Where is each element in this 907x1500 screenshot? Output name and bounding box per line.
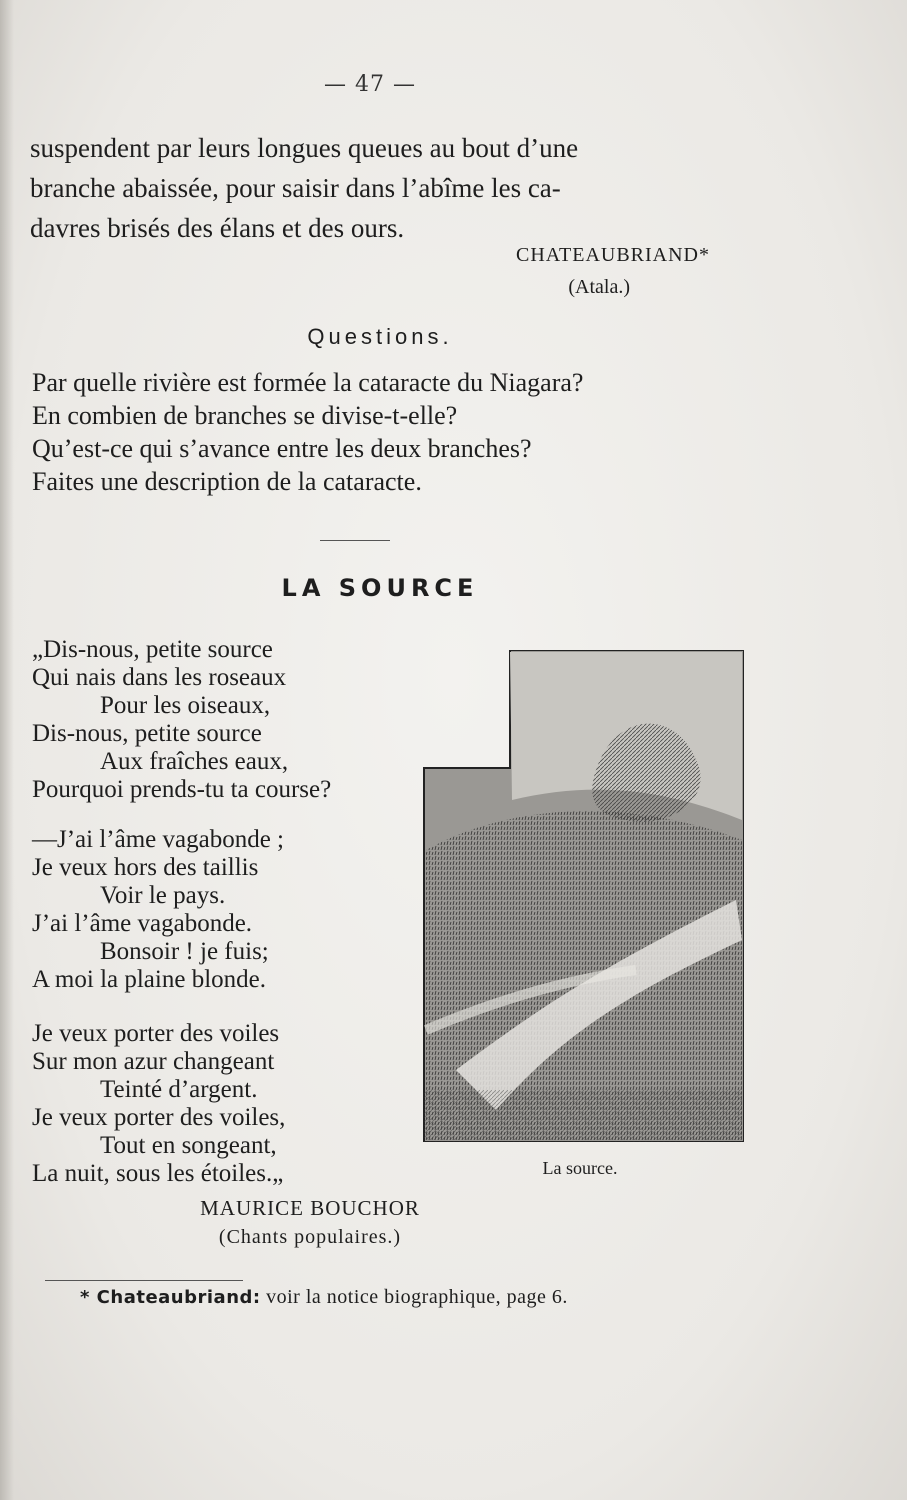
prose-passage — [30, 128, 730, 248]
poem-stanza-1 — [32, 636, 331, 804]
poem-line: Tout en songeant, — [100, 1132, 277, 1159]
poem-line: —J’ai l’âme vagabonde ; — [32, 826, 284, 853]
poem-line: Je veux hors des taillis — [32, 854, 259, 881]
poem-line: Voir le pays. — [100, 882, 226, 909]
poem-line: Je veux porter des voiles, — [32, 1104, 286, 1131]
footnote-text: voir la notice biographique, page 6. — [260, 1286, 568, 1308]
poem-line: Pourquoi prends-tu ta course? — [32, 776, 332, 803]
prose-line: davres brisés des élans et des ours. — [30, 213, 405, 243]
prose-line: branche abaissée, pour saisir dans l’abîme les ca- — [30, 173, 561, 203]
poem-stanza-2 — [32, 826, 284, 994]
question-item: Par quelle rivière est formée la cataracte du Niagara? — [32, 368, 584, 397]
question-item: En combien de branches se divise-t-elle? — [32, 401, 458, 430]
section-divider — [320, 540, 390, 541]
poem-line: Dis-nous, petite source — [32, 720, 262, 747]
poem-line: „Dis-nous, petite source — [32, 636, 273, 663]
footnote — [80, 1286, 700, 1309]
questions-list — [32, 366, 712, 498]
questions-heading: Questions. — [307, 324, 453, 349]
page-number: — 47 — — [324, 72, 416, 97]
question-item: Qu’est-ce qui s’avance entre les deux branches? — [32, 434, 532, 463]
poem-line: Je veux porter des voiles — [32, 1020, 280, 1047]
poem-line: A moi la plaine blonde. — [32, 966, 266, 993]
poem-line: Qui nais dans les roseaux — [32, 664, 287, 691]
poem-line: Sur mon azur changeant — [32, 1048, 275, 1075]
poem-line: Pour les oiseaux, — [100, 692, 271, 719]
poem-stanza-3 — [32, 1020, 285, 1188]
poem-author: MAURICE BOUCHOR — [200, 1196, 420, 1220]
poem-title: LA SOURCE — [281, 574, 479, 602]
footnote-term: * Chateaubriand: — [80, 1287, 261, 1308]
question-item: Faites une description de la cataracte. — [32, 467, 422, 496]
page-edge-shadow — [0, 0, 14, 1500]
prose-line: suspendent par leurs longues queues au bout d’une — [30, 133, 579, 163]
prose-work: (Atala.) — [568, 276, 630, 298]
poem-line: Aux fraîches eaux, — [100, 748, 289, 775]
poem-line: Bonsoir ! je fuis; — [100, 938, 269, 965]
illustration-caption: La source. — [542, 1158, 618, 1178]
footnote-divider — [45, 1280, 243, 1281]
prose-author: CHATEAUBRIAND* — [516, 244, 710, 266]
poem-line: J’ai l’âme vagabonde. — [32, 910, 253, 937]
poem-line: La nuit, sous les étoiles.„ — [32, 1160, 284, 1187]
poem-work: (Chants populaires.) — [218, 1226, 402, 1248]
poem-line: Teinté d’argent. — [100, 1076, 258, 1103]
spring-illustration — [416, 650, 744, 1142]
